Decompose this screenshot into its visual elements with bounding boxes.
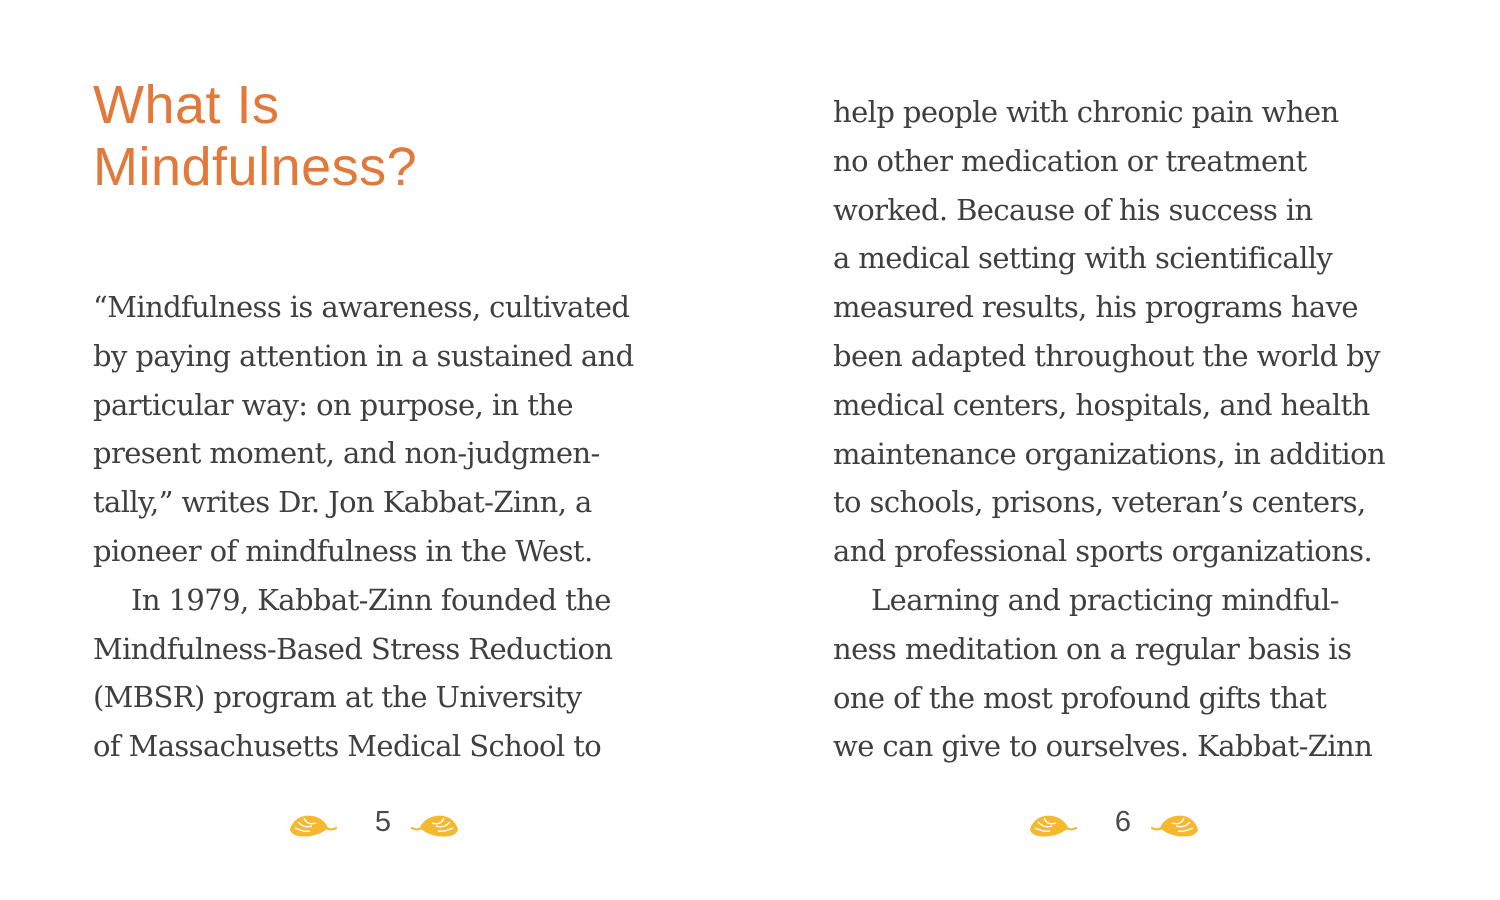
- body-line: Mindfulness-Based Stress Reduction: [93, 631, 613, 666]
- body-line: measured results, his programs have: [833, 290, 1358, 325]
- body-text: [93, 283, 634, 771]
- chapter-title-line: What Is: [93, 75, 280, 135]
- lotus-leaf-icon: [1150, 808, 1202, 842]
- body-line: help people with chronic pain when: [833, 95, 1339, 129]
- body-line: pioneer of mindfulness in the West.: [93, 533, 593, 568]
- body-line: ness meditation on a regular basis is: [833, 631, 1352, 666]
- page-number: 5: [374, 806, 392, 838]
- body-line: we can give to ourselves. Kabbat-Zinn: [833, 729, 1373, 764]
- body-line: to schools, prisons, veteran’s centers,: [833, 485, 1366, 520]
- body-line: In 1979, Kabbat-Zinn founded the: [131, 582, 611, 617]
- lotus-leaf-icon: [410, 808, 462, 842]
- body-line: maintenance organizations, in addition: [833, 436, 1386, 471]
- body-line: tally,” writes Dr. Jon Kabbat-Zinn, a: [93, 485, 592, 520]
- body-text: [833, 88, 1385, 771]
- body-line: present moment, and non-judgmen-: [93, 436, 600, 471]
- chapter-title-line: Mindfulness?: [93, 137, 418, 197]
- lotus-leaf-icon: [1026, 808, 1078, 842]
- body-line: of Massachusetts Medical School to: [93, 729, 602, 764]
- left-page: [93, 0, 693, 900]
- body-line: a medical setting with scientifically: [833, 241, 1333, 276]
- body-line: “Mindfulness is awareness, cultivated: [93, 290, 630, 324]
- page-number: 6: [1114, 806, 1132, 838]
- right-page: [833, 0, 1433, 900]
- body-line: worked. Because of his success in: [833, 192, 1313, 227]
- body-line: (MBSR) program at the University: [93, 680, 582, 715]
- page-footer: [283, 802, 483, 846]
- body-line: and professional sports organizations.: [833, 534, 1373, 569]
- body-line: by paying attention in a sustained and: [93, 338, 634, 373]
- page-footer: [1023, 802, 1223, 846]
- lotus-leaf-icon: [286, 808, 338, 842]
- body-line: been adapted throughout the world by: [833, 338, 1380, 373]
- chapter-title: [93, 74, 417, 198]
- body-line: no other medication or treatment: [833, 143, 1307, 178]
- body-line: particular way: on purpose, in the: [93, 387, 573, 422]
- body-line: Learning and practicing mindful-: [871, 582, 1339, 617]
- body-line: one of the most profound gifts that: [833, 680, 1327, 715]
- body-line: medical centers, hospitals, and health: [833, 387, 1370, 422]
